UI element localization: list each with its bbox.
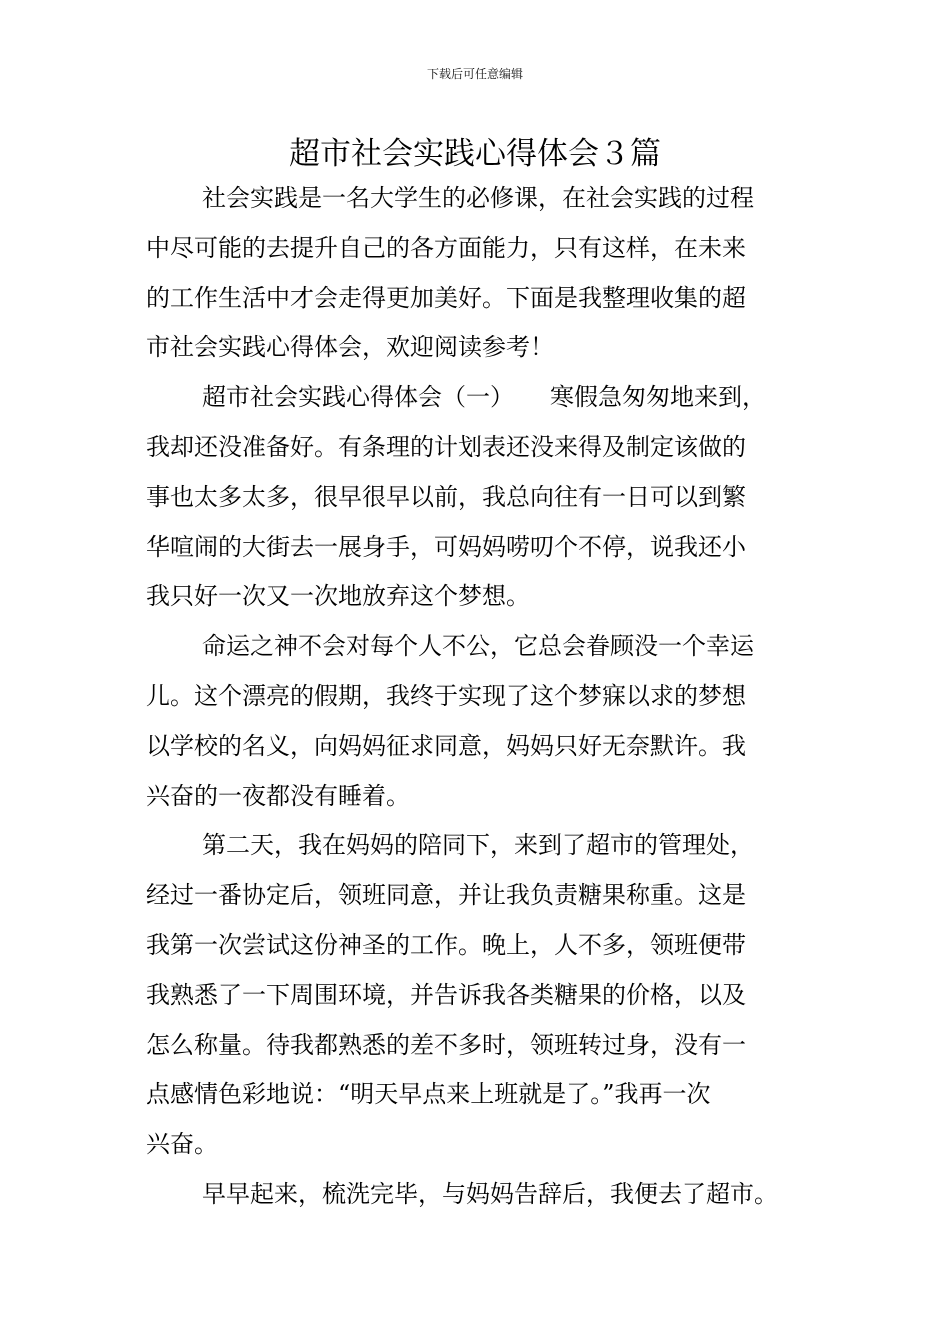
text-line: 社会实践是一名大学生的必修课，在社会实践的过程 [202,184,754,212]
paragraph-4 [146,821,826,1170]
text-line: 早早起来，梳洗完毕，与妈妈告辞后，我便去了超市。 [202,1179,778,1208]
text-line: 以学校的名义，向妈妈征求同意，妈妈只好无奈默许。我 [146,731,746,760]
text-line: 我第一次尝试这份神圣的工作。晚上，人不多，领班便带 [146,930,746,959]
text-line: 市社会实践心得体会，欢迎阅读参考！ [146,333,554,362]
paragraph-1 [146,174,826,373]
paragraph-5 [146,1170,826,1220]
text-line: 兴奋的一夜都没有睡着。 [146,781,410,810]
text-line: 我只好一次又一次地放弃这个梦想。 [146,582,530,611]
paragraph-3 [146,622,826,821]
text-line: 点感情色彩地说：“明天早点来上班就是了。”我再一次 [146,1080,711,1109]
text-line: 华喧闹的大街去一展身手，可妈妈唠叨个不停，说我还小 [146,532,746,561]
text-line: 儿。这个漂亮的假期，我终于实现了这个梦寐以求的梦想 [146,681,746,710]
document-title: 超市社会实践心得体会３篇 [289,136,661,172]
text-line: 超市社会实践心得体会（一） 寒假急匆匆地来到， [202,383,766,412]
text-line: 我却还没准备好。有条理的计划表还没来得及制定该做的 [146,432,746,461]
text-line: 我熟悉了一下周围环境，并告诉我各类糖果的价格，以及 [146,980,746,1009]
paragraph-2 [146,373,826,622]
text-line: 兴奋。 [146,1130,218,1159]
text-line: 怎么称量。待我都熟悉的差不多时，领班转过身，没有一 [146,1030,746,1059]
page-header: 下载后可任意编辑 [426,67,523,81]
text-line: 第二天，我在妈妈的陪同下，来到了超市的管理处， [202,831,754,860]
body-text [146,174,826,1220]
text-line: 的工作生活中才会走得更加美好。下面是我整理收集的超 [146,283,746,312]
text-line: 经过一番协定后，领班同意，并让我负责糖果称重。这是 [146,881,746,910]
text-line: 事也太多太多，很早很早以前，我总向往有一日可以到繁 [146,482,746,511]
text-line: 命运之神不会对每个人不公，它总会眷顾没一个幸运 [202,632,754,661]
text-line: 中尽可能的去提升自己的各方面能力，只有这样，在未来 [146,233,746,262]
